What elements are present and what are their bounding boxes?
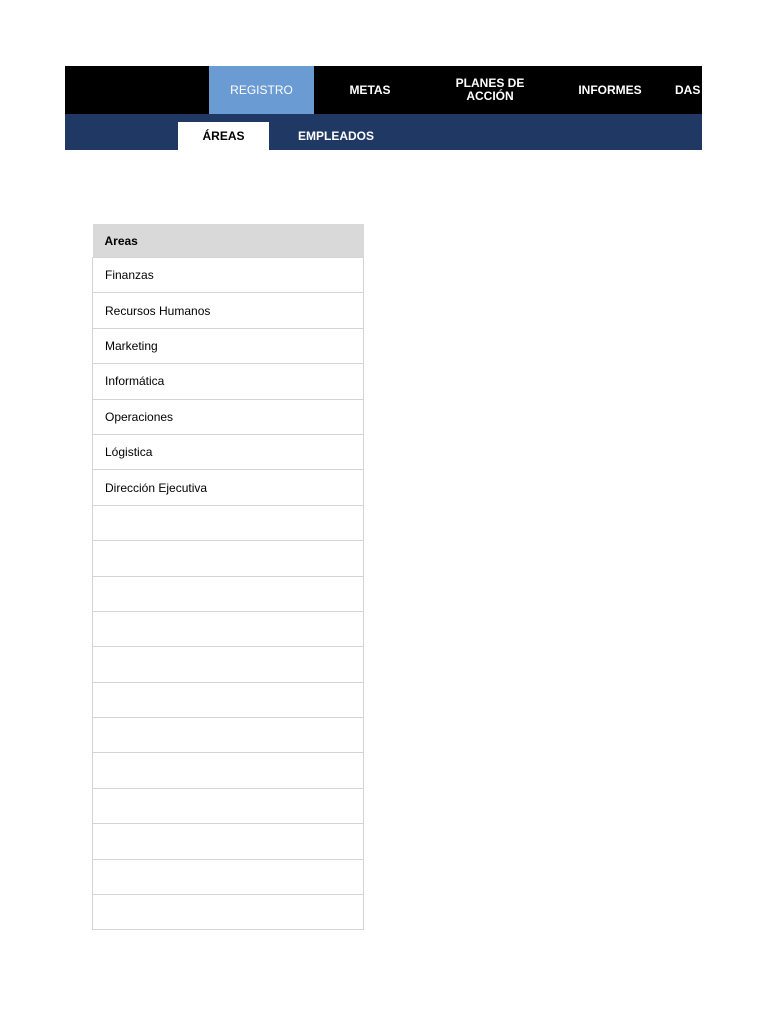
- table-row: [93, 399, 364, 434]
- table-row: [93, 753, 364, 788]
- table-row: [93, 788, 364, 823]
- subtab-areas[interactable]: ÁREAS: [178, 122, 269, 150]
- table-row: [93, 364, 364, 399]
- table-cell[interactable]: Marketing: [93, 328, 364, 363]
- table-cell[interactable]: Finanzas: [93, 258, 364, 293]
- table-cell[interactable]: [93, 895, 364, 930]
- table-cell[interactable]: [93, 611, 364, 646]
- table-cell[interactable]: Dirección Ejecutiva: [93, 470, 364, 505]
- table-cell[interactable]: [93, 824, 364, 859]
- table-row: [93, 611, 364, 646]
- table-cell[interactable]: [93, 718, 364, 753]
- tab-dashboard[interactable]: DAS: [675, 82, 701, 97]
- table-cell[interactable]: Recursos Humanos: [93, 293, 364, 328]
- table-cell[interactable]: [93, 647, 364, 682]
- table-cell[interactable]: Informática: [93, 364, 364, 399]
- table-row: [93, 895, 364, 930]
- tab-informes[interactable]: INFORMES: [578, 82, 642, 97]
- table-row: [93, 682, 364, 717]
- table-row: [93, 824, 364, 859]
- table-cell[interactable]: [93, 505, 364, 540]
- table-cell[interactable]: Lógistica: [93, 434, 364, 469]
- column-header-areas: Areas: [93, 224, 364, 258]
- table-cell[interactable]: Operaciones: [93, 399, 364, 434]
- areas-table: [92, 224, 364, 930]
- table-row: [93, 434, 364, 469]
- table-cell[interactable]: [93, 541, 364, 576]
- table-row: [93, 859, 364, 894]
- table-row: [93, 470, 364, 505]
- table-row: [93, 576, 364, 611]
- table-cell[interactable]: [93, 788, 364, 823]
- table-row: [93, 647, 364, 682]
- tab-metas[interactable]: METAS: [349, 82, 391, 97]
- table-row: [93, 718, 364, 753]
- top-navigation: [65, 66, 702, 114]
- table-cell[interactable]: [93, 753, 364, 788]
- subtab-empleados[interactable]: EMPLEADOS: [297, 129, 374, 143]
- table-row: [93, 258, 364, 293]
- table-row: [93, 541, 364, 576]
- table-cell[interactable]: [93, 859, 364, 894]
- tab-planes-de-accion[interactable]: PLANES DE ACCIÓN: [455, 76, 525, 103]
- table-cell[interactable]: [93, 576, 364, 611]
- table-row: [93, 293, 364, 328]
- table-header-row: [93, 224, 364, 258]
- table-cell[interactable]: [93, 682, 364, 717]
- sub-navigation: [65, 114, 702, 150]
- table-row: [93, 328, 364, 363]
- tab-registro[interactable]: REGISTRO: [209, 66, 314, 114]
- table-row: [93, 505, 364, 540]
